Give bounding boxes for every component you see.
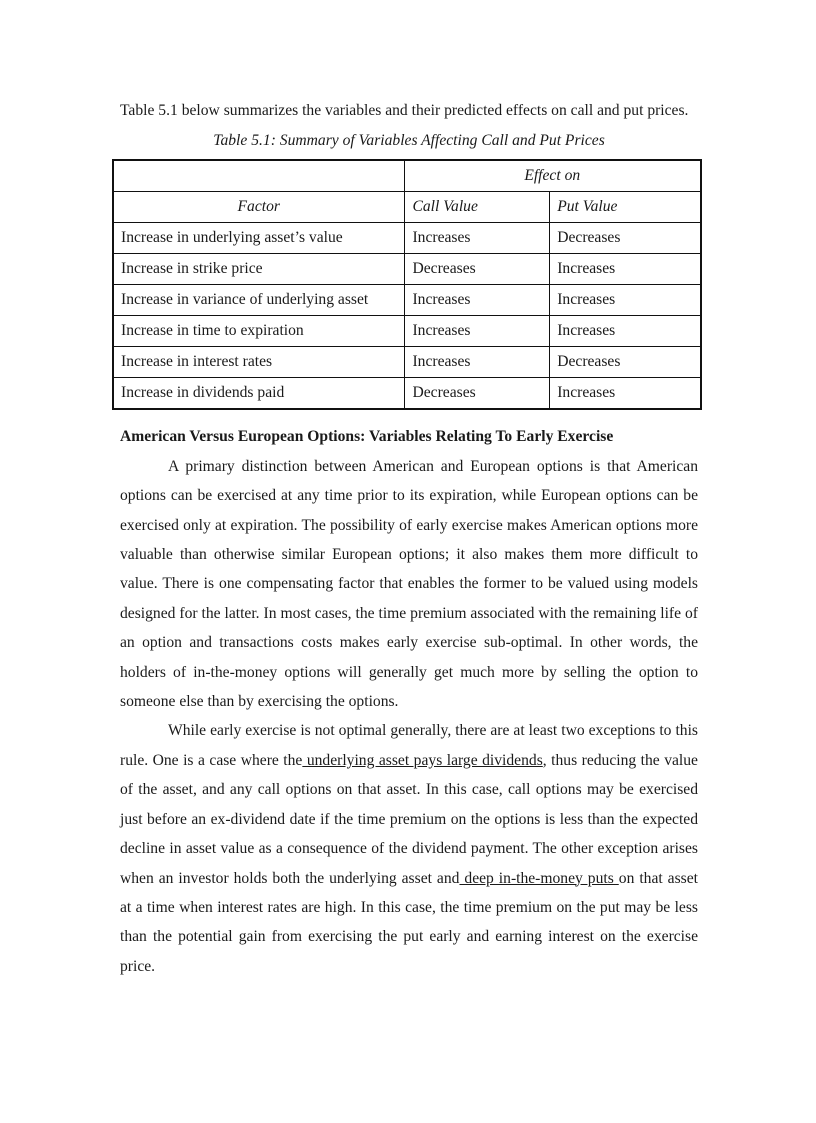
section-heading: American Versus European Options: Variables Relating To Early Exercise — [120, 428, 614, 446]
document-page — [120, 96, 698, 981]
table-row — [113, 347, 701, 378]
table-row — [113, 285, 701, 316]
put-cell: Decreases — [550, 223, 701, 254]
factor-cell: Increase in underlying asset’s value — [113, 223, 405, 254]
paragraph-text: , thus reducing the value of the asset, and any call options on that asset. In this case, call options may be exercised just before an ex-dividend date if the time premium on the options is less than the expected decline in asset value as a consequence of the dividend payment. The other exception arises when an investor holds both the underlying asset and — [120, 751, 698, 887]
put-cell: Decreases — [550, 347, 701, 378]
table-group-header-row — [113, 160, 701, 192]
put-cell: Increases — [550, 316, 701, 347]
empty-header-cell — [113, 160, 405, 192]
underlined-phrase-dividends: underlying asset pays large dividends — [302, 751, 543, 769]
call-cell: Decreases — [405, 254, 550, 285]
body-paragraph-2 — [120, 716, 698, 981]
factor-cell: Increase in time to expiration — [113, 316, 405, 347]
variables-table — [112, 159, 702, 410]
put-value-header: Put Value — [550, 192, 701, 223]
body-paragraph-1: A primary distinction between American and European options is that American options can be exercised at any time prior to its expiration, while European options can be exercised only at expiration. The possibility of early exercise makes American options more valuable than otherwise similar European options; it also makes them more difficult to value. There is one compensating factor that enables the former to be valued using models designed for the latter. In most cases, the time premium associated with the remaining life of an option and transactions costs makes early exercise sub-optimal. In other words, the holders of in-the-money options will generally get much more by selling the option to someone else than by exercising the options. — [120, 457, 698, 711]
factor-header: Factor — [113, 192, 405, 223]
factor-cell: Increase in strike price — [113, 254, 405, 285]
paragraph-text: While early exercise is not optimal generally, there are at least two exceptions to this rule. One is a case where the — [120, 722, 698, 769]
underlined-phrase-puts: deep in-the-money puts — [459, 869, 619, 887]
call-cell: Increases — [405, 347, 550, 378]
call-cell: Increases — [405, 223, 550, 254]
call-cell: Decreases — [405, 378, 550, 410]
factor-cell: Increase in variance of underlying asset — [113, 285, 405, 316]
call-cell: Increases — [405, 316, 550, 347]
call-value-header: Call Value — [405, 192, 550, 223]
table-row — [113, 254, 701, 285]
factor-cell: Increase in dividends paid — [113, 378, 405, 410]
table-header-row — [113, 192, 701, 223]
put-cell: Increases — [550, 254, 701, 285]
table-caption: Table 5.1: Summary of Variables Affecting Call and Put Prices — [213, 132, 605, 150]
table-row — [113, 223, 701, 254]
call-cell: Increases — [405, 285, 550, 316]
factor-cell: Increase in interest rates — [113, 347, 405, 378]
effect-on-header: Effect on — [405, 160, 701, 192]
table-row — [113, 316, 701, 347]
paragraph-text: on that asset at a time when interest rates are high. In this case, the time premium on the put may be less than the potential gain from exercising the put early and earning interest on the exercise price. — [120, 869, 698, 975]
put-cell: Increases — [550, 285, 701, 316]
put-cell: Increases — [550, 378, 701, 410]
intro-paragraph: Table 5.1 below summarizes the variables and their predicted effects on call and put prices. — [120, 102, 689, 119]
table-row — [113, 378, 701, 410]
